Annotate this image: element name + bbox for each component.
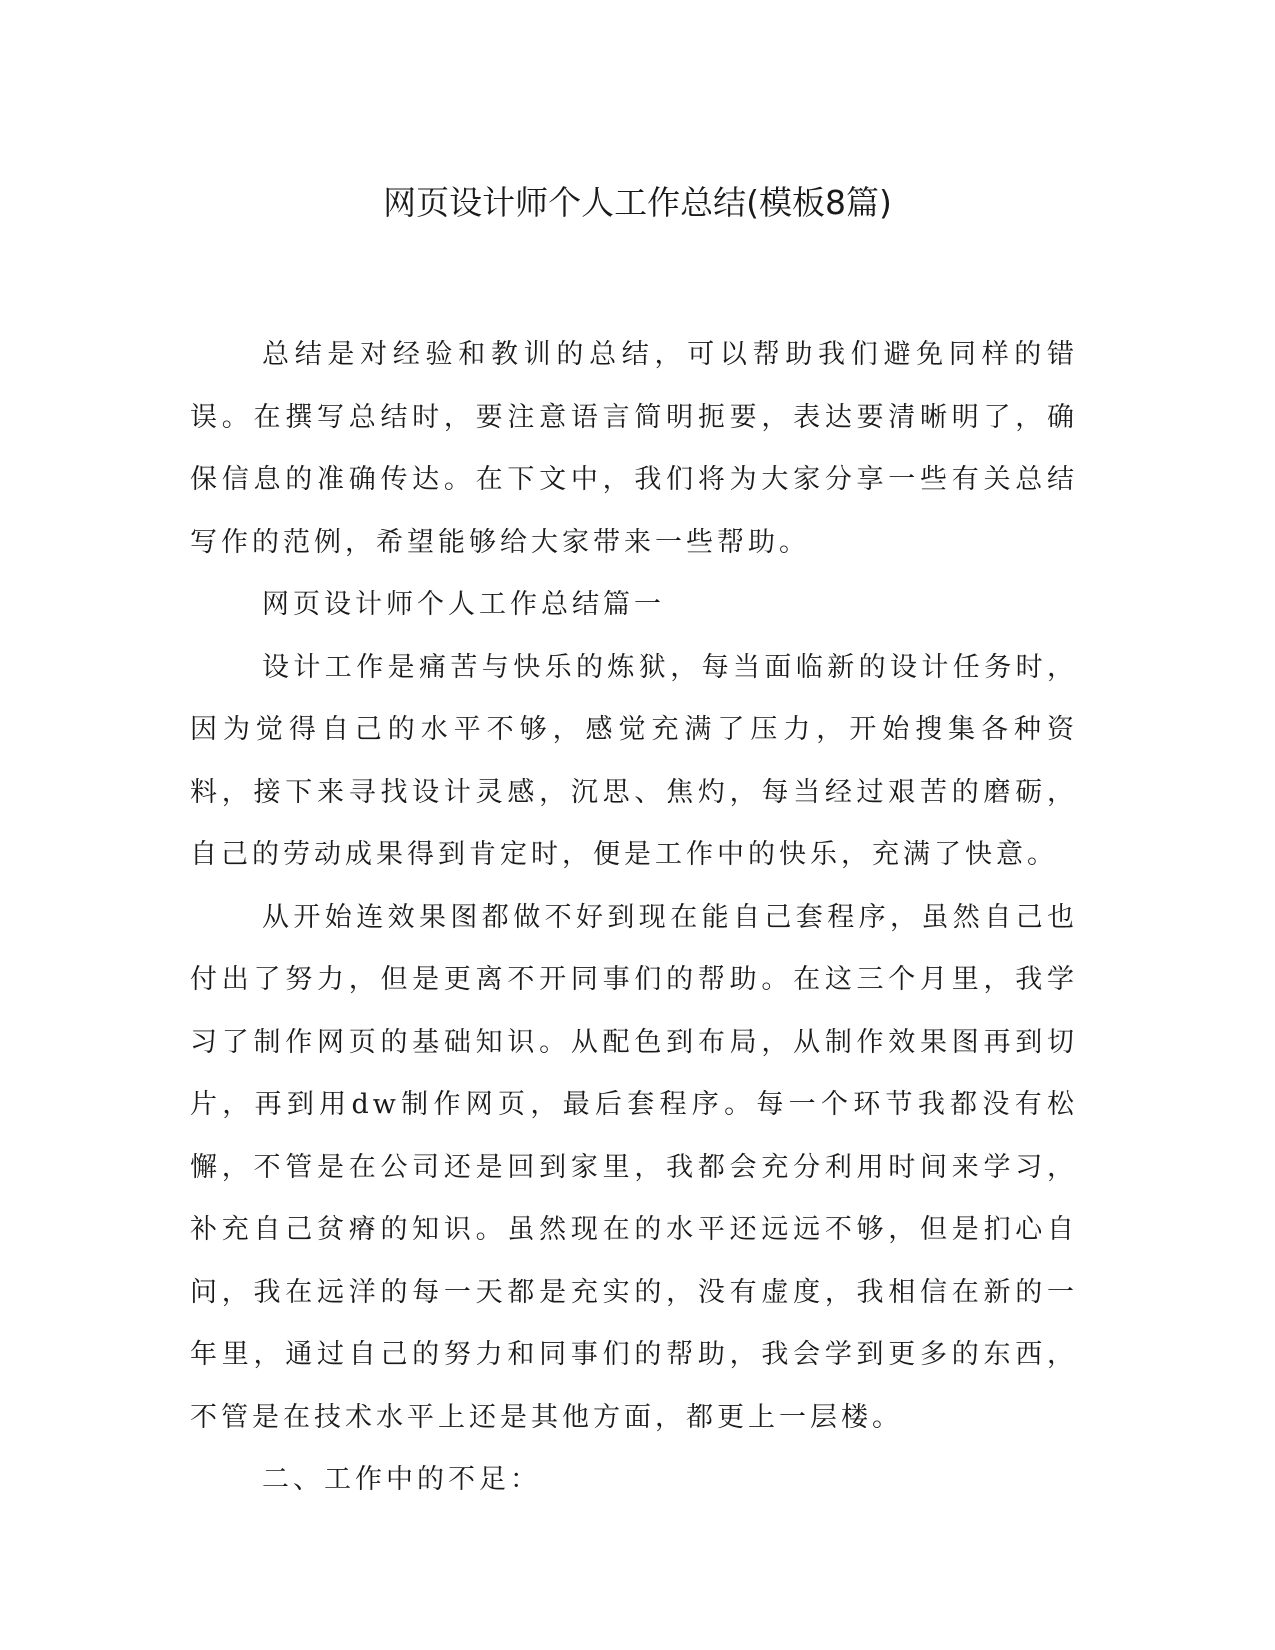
body-paragraph: 设计工作是痛苦与快乐的炼狱，每当面临新的设计任务时，因为觉得自己的水平不够，感觉充满了压力，开始搜集各种资料，接下来寻找设计灵感，沉思、焦灼，每当经过艰苦的磨砺，自己的劳动成果得到肯定时，便是工作中的快乐，充满了快意。 <box>190 651 1078 870</box>
body-paragraph: 从开始连效果图都做不好到现在能自己套程序，虽然自己也付出了努力，但是更离不开同事们的帮助。在这三个月里，我学习了制作网页的基础知识。从配色到布局，从制作效果图再到切片，再到用dw制作网页，最后套程序。每一个环节我都没有松懈，不管是在公司还是回到家里，我都会充分利用时间来学习，补充自己贫瘠的知识。虽然现在的水平还远远不够，但是扪心自问，我在远洋的每一天都是充实的，没有虚度，我相信在新的一年里，通过自己的努力和同事们的帮助，我会学到更多的东西，不管是在技术水平上还是其他方面，都更上一层楼。 <box>190 901 1078 1433</box>
subsection-heading: 二、工作中的不足： <box>262 1464 541 1495</box>
document-title: 网页设计师个人工作总结(模板8篇) <box>383 183 892 222</box>
intro-paragraph: 总结是对经验和教训的总结，可以帮助我们避免同样的错误。在撰写总结时，要注意语言简明扼要，表达要清晰明了，确保信息的准确传达。在下文中，我们将为大家分享一些有关总结写作的范例，希望能够给大家带来一些帮助。 <box>190 339 1078 558</box>
section-heading-part-one: 网页设计师个人工作总结篇一 <box>262 589 665 620</box>
document-body <box>190 324 1078 1512</box>
